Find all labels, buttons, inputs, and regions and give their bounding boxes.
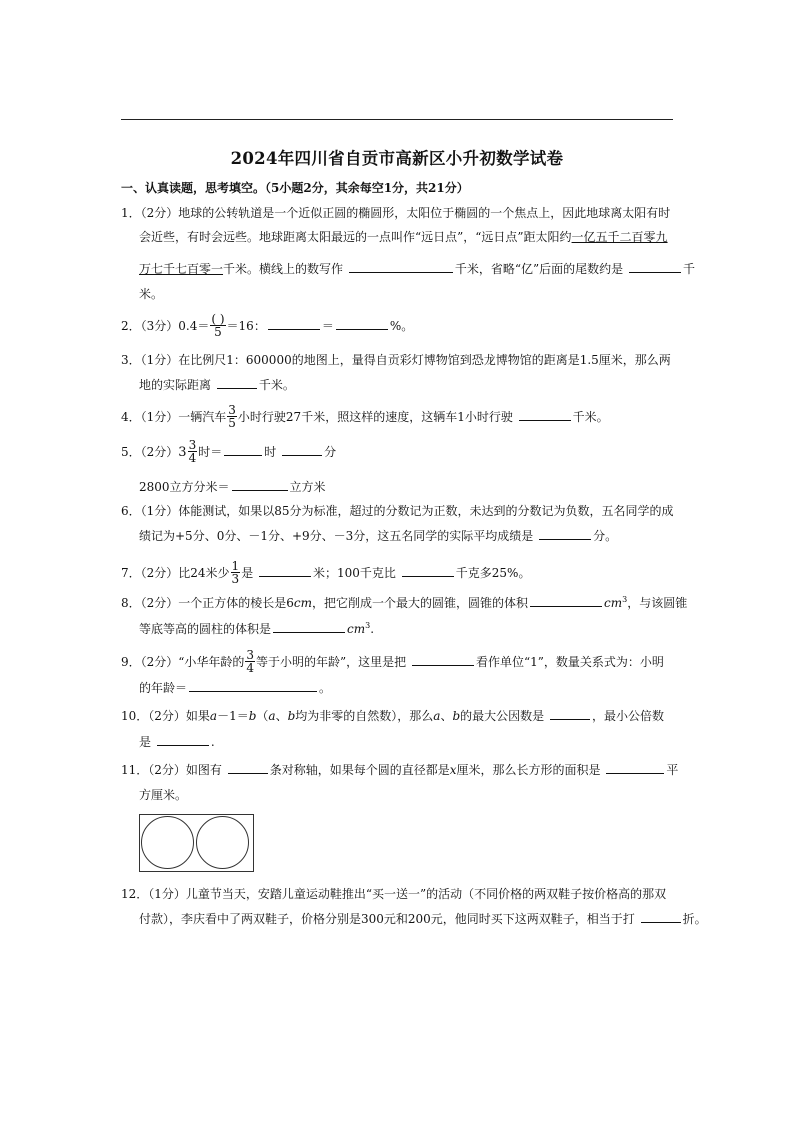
question-11-line-1: 11．（2分）如图有 条对称轴，如果每个圆的直径都是x厘米，那么长方形的面积是 平 [121,763,679,777]
answer-blank[interactable] [530,595,602,607]
fraction: $\frac{3}{5}$ [228,403,236,430]
question-5-line-1: 5．（2分）3 $\frac{3}{4}$ 时＝ 时 分 [121,438,337,465]
question-8-line-2: 等底等高的圆柱的体积是 $cm^3$. [139,621,375,636]
question-1-line-3: 万七千七百零一千米。横线上的数写作 千米，省略“亿”后面的尾数约是 千 [139,262,695,276]
question-3-line-1: 3．（1分）在比例尺1：600000的地图上，量得自贡彩灯博物馆到恐龙博物馆的距离是1.5厘米，那么两 [121,353,671,367]
underlined-number: 一亿五千二百零九 [571,230,668,244]
question-9-line-1: 9．（2分）“小华年龄的 $\frac{3}{4}$ 等于小明的年龄”，这里是把 看作单位“1”，数量关系式为：小明 [121,648,664,675]
answer-blank[interactable] [268,318,320,330]
question-2: 2．（3分）0.4＝ $\frac{( )}{5}$ ＝16： ＝ %。 [121,312,414,339]
answer-blank[interactable] [539,528,591,540]
rectangle-with-two-circles-figure [139,814,254,872]
question-1-line-2: 会近些，有时会远些。地球距离太阳最远的一点叫作“远日点”，“远日点”距太阳约一亿五千二百零九 [139,230,668,244]
fraction: $\frac{3}{4}$ [188,438,197,465]
page-title: 2024年四川省自贡市高新区小升初数学试卷 [230,149,564,168]
header-rule [121,119,673,120]
answer-blank[interactable] [550,708,590,720]
answer-blank[interactable] [336,318,388,330]
question-6-line-2: 绩记为+5分、0分、－1分、+9分、－3分，这五名同学的实际平均成绩是 分。 [139,529,618,543]
answer-blank[interactable] [228,762,268,774]
answer-blank[interactable] [519,409,571,421]
answer-blank[interactable] [282,444,322,456]
question-6-line-1: 6．（1分）体能测试，如果以85分为标准，超过的分数记为正数，未达到的分数记为负数，五名同学的成 [121,504,674,518]
answer-blank[interactable] [641,911,681,923]
underlined-number-cont: 万七千七百零一 [139,262,224,276]
question-11-line-2: 方厘米。 [139,788,188,802]
answer-blank[interactable] [273,621,345,633]
question-7: 7．（2分）比24米少 $\frac{1}{3}$ 是 米；100千克比 千克多25%。 [121,559,531,586]
question-3-line-2: 地的实际距离 千米。 [139,378,295,392]
fraction: $\frac{3}{4}$ [246,648,255,675]
answer-blank[interactable] [259,565,311,577]
answer-blank[interactable] [217,377,257,389]
question-9-line-2: 的年龄＝ 。 [139,681,332,695]
question-12-line-2: 付款），李庆看中了两双鞋子，价格分别是300元和200元，他同时买下这两双鞋子，相当于打 折。 [139,912,707,926]
question-1-line-1: 1．（2分）地球的公转轨道是一个近似正圆的椭圆形，太阳位于椭圆的一个焦点上，因此地球离太阳有时 [121,206,671,220]
answer-blank[interactable] [402,565,454,577]
question-4: 4．（1分）一辆汽车 $\frac{3}{5}$ 小时行驶27千米，照这样的速度，这辆车1小时行驶 千米。 [121,403,609,430]
question-10-line-1: 10．（2分）如果a－1＝b（a、b均为非零的自然数），那么a、b的最大公因数是 ，最小公倍数 [121,709,664,723]
question-8-line-1: 8．（2分）一个正方体的棱长是6cm，把它削成一个最大的圆锥，圆锥的体积 $cm^3$，与该圆锥 [121,595,688,610]
question-5-line-2: 2800立方分米＝ 立方米 [139,480,326,494]
section-heading: 一、认真读题，思考填空。（5小题2分，其余每空1分，共21分） [121,181,469,195]
answer-blank[interactable] [189,680,317,692]
fraction: $\frac{( )}{5}$ [211,312,225,339]
question-12-line-1: 12．（1分）儿童节当天，安踏儿童运动鞋推出“买一送一”的活动（不同价格的两双鞋子按价格高的那双 [121,887,667,901]
answer-blank[interactable] [349,261,453,273]
question-10-line-2: 是 . [139,735,215,749]
answer-blank[interactable] [606,762,664,774]
answer-blank[interactable] [224,444,262,456]
right-circle [196,816,249,869]
question-1-line-4: 米。 [139,287,164,301]
left-circle [141,816,194,869]
fraction: $\frac{1}{3}$ [231,559,240,586]
answer-blank[interactable] [232,479,288,491]
answer-blank[interactable] [412,654,474,666]
answer-blank[interactable] [629,261,681,273]
answer-blank[interactable] [157,734,209,746]
